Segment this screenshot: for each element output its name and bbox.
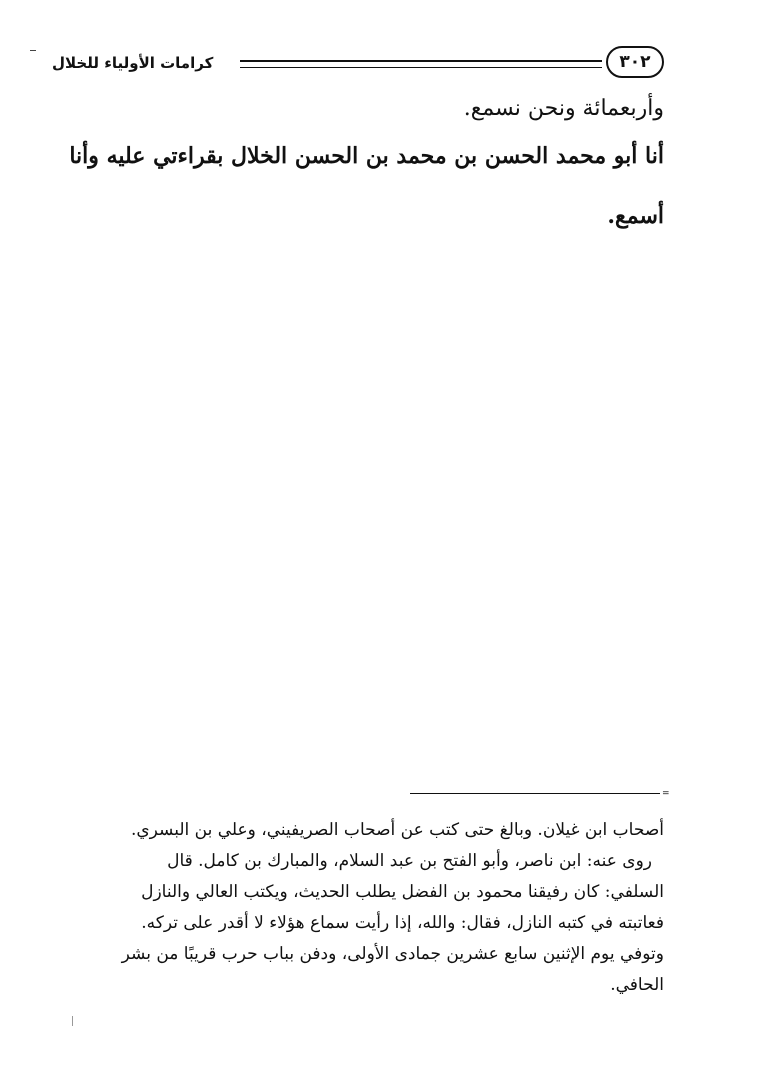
footnote-separator (410, 793, 660, 794)
page-header (52, 46, 664, 86)
footnote-line: الحافي. (610, 975, 664, 995)
book-title: كرامات الأولياء للخلال (52, 54, 214, 72)
main-text-line: وأربعمائة ونحن نسمع. (463, 96, 664, 121)
main-text-line: أنا أبو محمد الحسن بن محمد بن الحسن الخلال بقراءتي عليه وأنا (69, 143, 664, 169)
footnote-line: وتوفي يوم الإثنين سابع عشرين جمادى الأولى، ودفن بباب حرب قريبًا من بشر (121, 944, 664, 964)
scan-mark (72, 1016, 73, 1026)
footnote-line: فعاتبته في كتبه النازل، فقال: والله، إذا رأيت سماع هؤلاء لا أقدر على تركه. (141, 913, 664, 933)
footnote-line: روى عنه: ابن ناصر، وأبو الفتح بن عبد السلام، والمبارك بن كامل. قال (167, 851, 652, 871)
footnote-block (66, 815, 664, 1001)
header-rule (240, 60, 602, 68)
footnote-line: أصحاب ابن غيلان. وبالغ حتى كتب عن أصحاب الصريفيني، وعلي بن البسري. (130, 820, 664, 840)
page-number: ٣٠٢ (606, 46, 664, 78)
main-text (60, 94, 664, 231)
footnote-continuation-marker: = (662, 789, 670, 799)
corner-mark (30, 50, 36, 51)
footnote-line: السلفي: كان رفيقنا محمود بن الفضل يطلب الحديث، ويكتب العالي والنازل (141, 882, 664, 902)
main-text-line: أسمع. (607, 203, 664, 229)
